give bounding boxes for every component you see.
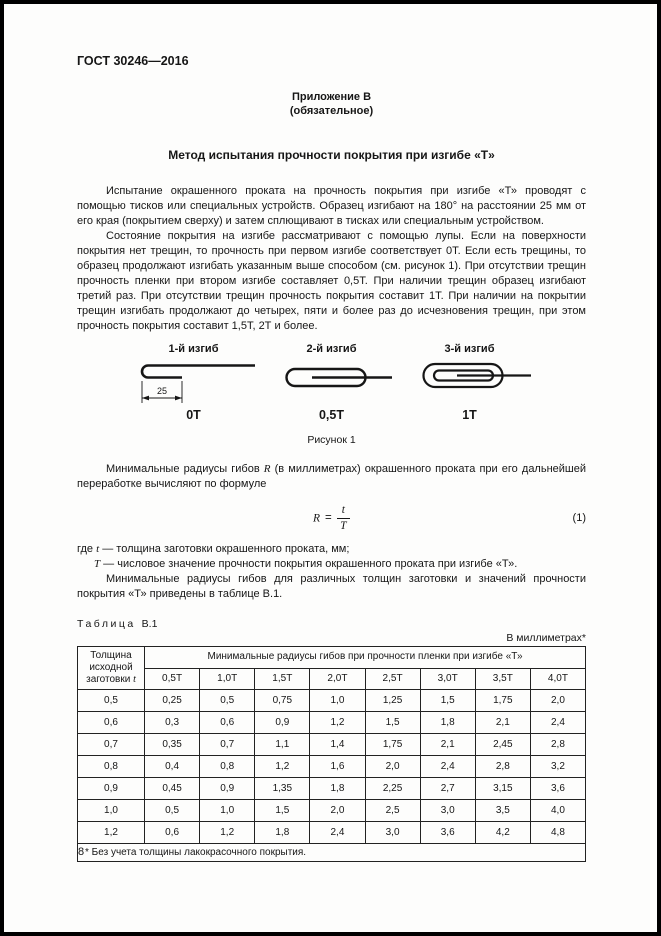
paragraph-coating-condition: Состояние покрытия на изгибе рассматривают с помощью лупы. Если на поверхности покрытия нет трещин, то прочность при первом изгибе соответствует 0Т. Если есть трещины, то образец продолжают изгибать указанным выше способом (см. рисунок 1). При отсутствии трещин прочность пленки при втором изгибе составляет 0,5Т. При наличии трещин образец изгибают третий раз. При отсутствии трещин прочность покрытия составит 1Т. При наличии на покрытии трещин изгибать продолжают до четырех, пяти и более раз до исчезновения трещин, при этом прочность покрытия составит 1,5Т, 2Т и более. [77, 230, 586, 332]
units-label: В миллиметрах* [506, 632, 586, 644]
standard-number: ГОСТ 30246—2016 [77, 54, 189, 68]
second-bend-diagram [267, 356, 397, 408]
formula-equals-sign: = [325, 512, 332, 525]
radius-cell: 1,8 [255, 822, 310, 844]
symbol-definitions [77, 542, 586, 602]
radius-cell: 0,3 [145, 712, 200, 734]
dimension-arrow-right [175, 396, 182, 401]
radius-cell: 1,25 [365, 690, 420, 712]
radius-cell: 0,25 [145, 690, 200, 712]
radius-cell: 2,5 [365, 800, 420, 822]
radius-cell: 0,4 [145, 756, 200, 778]
table-caption-word: Таблица [77, 618, 136, 630]
second-bend-label: 2-й изгиб [306, 343, 357, 355]
definition-t-text: — толщина заготовки окрашенного проката, мм; [99, 543, 350, 555]
thickness-cell: 0,9 [78, 778, 145, 800]
radius-cell: 2,8 [530, 734, 585, 756]
table-row [78, 690, 586, 712]
table-row [78, 800, 586, 822]
table-row [78, 778, 586, 800]
radius-cell: 0,6 [200, 712, 255, 734]
table-caption-number: В.1 [141, 618, 158, 630]
figure-bends [77, 343, 586, 422]
radius-cell: 2,0 [310, 800, 365, 822]
figure-item-first-bend [128, 343, 260, 422]
footnote-row [78, 844, 586, 862]
formula-expression [313, 504, 350, 533]
table-footnote: * Без учета толщины лакокрасочного покрытия. [78, 844, 586, 862]
radius-cell: 1,8 [420, 712, 475, 734]
radius-cell: 3,5 [475, 800, 530, 822]
radius-cell: 1,4 [310, 734, 365, 756]
dimension-arrow-left [142, 396, 149, 401]
appendix-name: Приложение В [291, 91, 372, 103]
radius-cell: 2,4 [310, 822, 365, 844]
page-number: 8 [78, 846, 85, 858]
columns-header-row [78, 668, 586, 690]
table-row [78, 756, 586, 778]
radius-cell: 3,6 [530, 778, 585, 800]
first-bend-diagram [129, 356, 259, 408]
column-header: 2,5Т [365, 668, 420, 690]
formula-intro-prefix: Минимальные радиусы гибов [106, 463, 264, 475]
thickness-cell: 0,8 [78, 756, 145, 778]
formula-intro-suffix: (в миллиметрах) окрашенного проката при его дальнейшей переработке вычисляют по формуле [77, 463, 587, 490]
radius-cell: 1,8 [310, 778, 365, 800]
table-header-row-main [78, 647, 586, 669]
radius-cell: 1,75 [475, 690, 530, 712]
radii-span-header: Минимальные радиусы гибов при прочности пленки при изгибе «Т» [145, 647, 586, 669]
symbol-T: Т [94, 558, 101, 570]
radius-cell: 1,75 [365, 734, 420, 756]
radius-cell: 0,8 [200, 756, 255, 778]
radius-cell: 0,9 [255, 712, 310, 734]
radius-cell: 4,8 [530, 822, 585, 844]
radius-cell: 1,2 [310, 712, 365, 734]
radius-cell: 2,0 [530, 690, 585, 712]
paragraph-formula-intro [77, 462, 586, 492]
radius-cell: 1,2 [255, 756, 310, 778]
first-bend-label: 1-й изгиб [168, 343, 219, 355]
thickness-cell: 0,5 [78, 690, 145, 712]
radius-cell: 0,45 [145, 778, 200, 800]
thickness-cell: 0,7 [78, 734, 145, 756]
radius-cell: 2,45 [475, 734, 530, 756]
radius-cell: 0,9 [200, 778, 255, 800]
radius-cell: 4,2 [475, 822, 530, 844]
formula-denominator: T [340, 519, 347, 532]
dimension-label: 25 [156, 386, 167, 396]
formula-block [77, 502, 586, 534]
column-header: 0,5Т [145, 668, 200, 690]
radius-cell: 0,6 [145, 822, 200, 844]
column-header: 3,0Т [420, 668, 475, 690]
radius-cell: 2,4 [530, 712, 585, 734]
table-caption [77, 618, 586, 630]
radius-cell: 3,0 [365, 822, 420, 844]
radius-cell: 2,4 [420, 756, 475, 778]
formula-lhs: R [313, 512, 321, 525]
first-bend-value: 0Т [186, 408, 201, 422]
third-bend-label: 3-й изгиб [444, 343, 495, 355]
bend-radius-table [77, 646, 586, 862]
radius-cell: 4,0 [530, 800, 585, 822]
appendix-heading [77, 90, 586, 118]
radius-cell: 1,35 [255, 778, 310, 800]
table-row [78, 822, 586, 844]
radius-cell: 0,5 [145, 800, 200, 822]
section-title: Метод испытания прочности покрытия при изгибе «Т» [168, 148, 495, 162]
radius-cell: 1,5 [365, 712, 420, 734]
where-label: где [77, 543, 97, 555]
radius-cell: 1,0 [310, 690, 365, 712]
second-bend-value: 0,5Т [318, 408, 344, 422]
radius-cell: 1,0 [200, 800, 255, 822]
thickness-cell: 0,6 [78, 712, 145, 734]
radius-cell: 3,6 [420, 822, 475, 844]
column-header: 2,0Т [310, 668, 365, 690]
figure-caption: Рисунок 1 [307, 434, 356, 446]
table-row [78, 734, 586, 756]
radius-cell: 3,0 [420, 800, 475, 822]
definition-T-text: — числовое значение прочности покрытия окрашенного проката при изгибе «Т». [100, 558, 518, 570]
column-header: 3,5Т [475, 668, 530, 690]
third-bend-diagram [405, 356, 535, 408]
formula-intro-var-R: R [263, 463, 271, 475]
radius-cell: 0,7 [200, 734, 255, 756]
paragraph-test-method: Испытание окрашенного проката на прочность покрытия при изгибе «Т» проводят с помощью тисков или специальных устройств. Образец изгибают на 180° на расстоянии 25 мм от его края (покрытием сверху) и затем сплющивают в тисках или специальным устройством. [77, 185, 586, 227]
radius-cell: 1,5 [255, 800, 310, 822]
radius-cell: 0,35 [145, 734, 200, 756]
radius-cell: 0,5 [200, 690, 255, 712]
figure-item-second-bend [266, 343, 398, 422]
figure-item-third-bend [404, 343, 536, 422]
paragraph-table-reference: Минимальные радиусы гибов для различных толщин заготовки и значений прочности покрытия «Т» приведены в таблице В.1. [77, 573, 586, 600]
radius-cell: 3,2 [530, 756, 585, 778]
formula-fraction [337, 504, 350, 533]
radius-cell: 2,1 [420, 734, 475, 756]
thickness-cell: 1,2 [78, 822, 145, 844]
radius-cell: 2,0 [365, 756, 420, 778]
thickness-column-header [78, 647, 145, 690]
thickness-header-text: Толщина исходной заготовки [86, 650, 134, 685]
definition-line-t [77, 542, 586, 557]
radius-cell: 1,5 [420, 690, 475, 712]
third-bend-value: 1Т [462, 408, 477, 422]
radius-cell: 1,6 [310, 756, 365, 778]
symbol-t: t [96, 543, 100, 555]
thickness-cell: 1,0 [78, 800, 145, 822]
radius-cell: 2,7 [420, 778, 475, 800]
radius-cell: 3,15 [475, 778, 530, 800]
radius-table-body [78, 690, 586, 844]
equation-number: (1) [572, 512, 586, 524]
appendix-kind: (обязательное) [289, 105, 374, 117]
radius-cell: 2,1 [475, 712, 530, 734]
formula-numerator: t [337, 504, 350, 519]
column-header: 4,0Т [530, 668, 585, 690]
radius-cell: 2,8 [475, 756, 530, 778]
column-header: 1,5Т [255, 668, 310, 690]
radius-cell: 0,75 [255, 690, 310, 712]
radius-cell: 1,1 [255, 734, 310, 756]
table-row [78, 712, 586, 734]
column-header: 1,0Т [200, 668, 255, 690]
radius-cell: 2,25 [365, 778, 420, 800]
definition-line-T [77, 557, 586, 572]
radius-cell: 1,2 [200, 822, 255, 844]
bent-strip-profile [142, 366, 255, 378]
thickness-header-var: t [133, 674, 136, 685]
